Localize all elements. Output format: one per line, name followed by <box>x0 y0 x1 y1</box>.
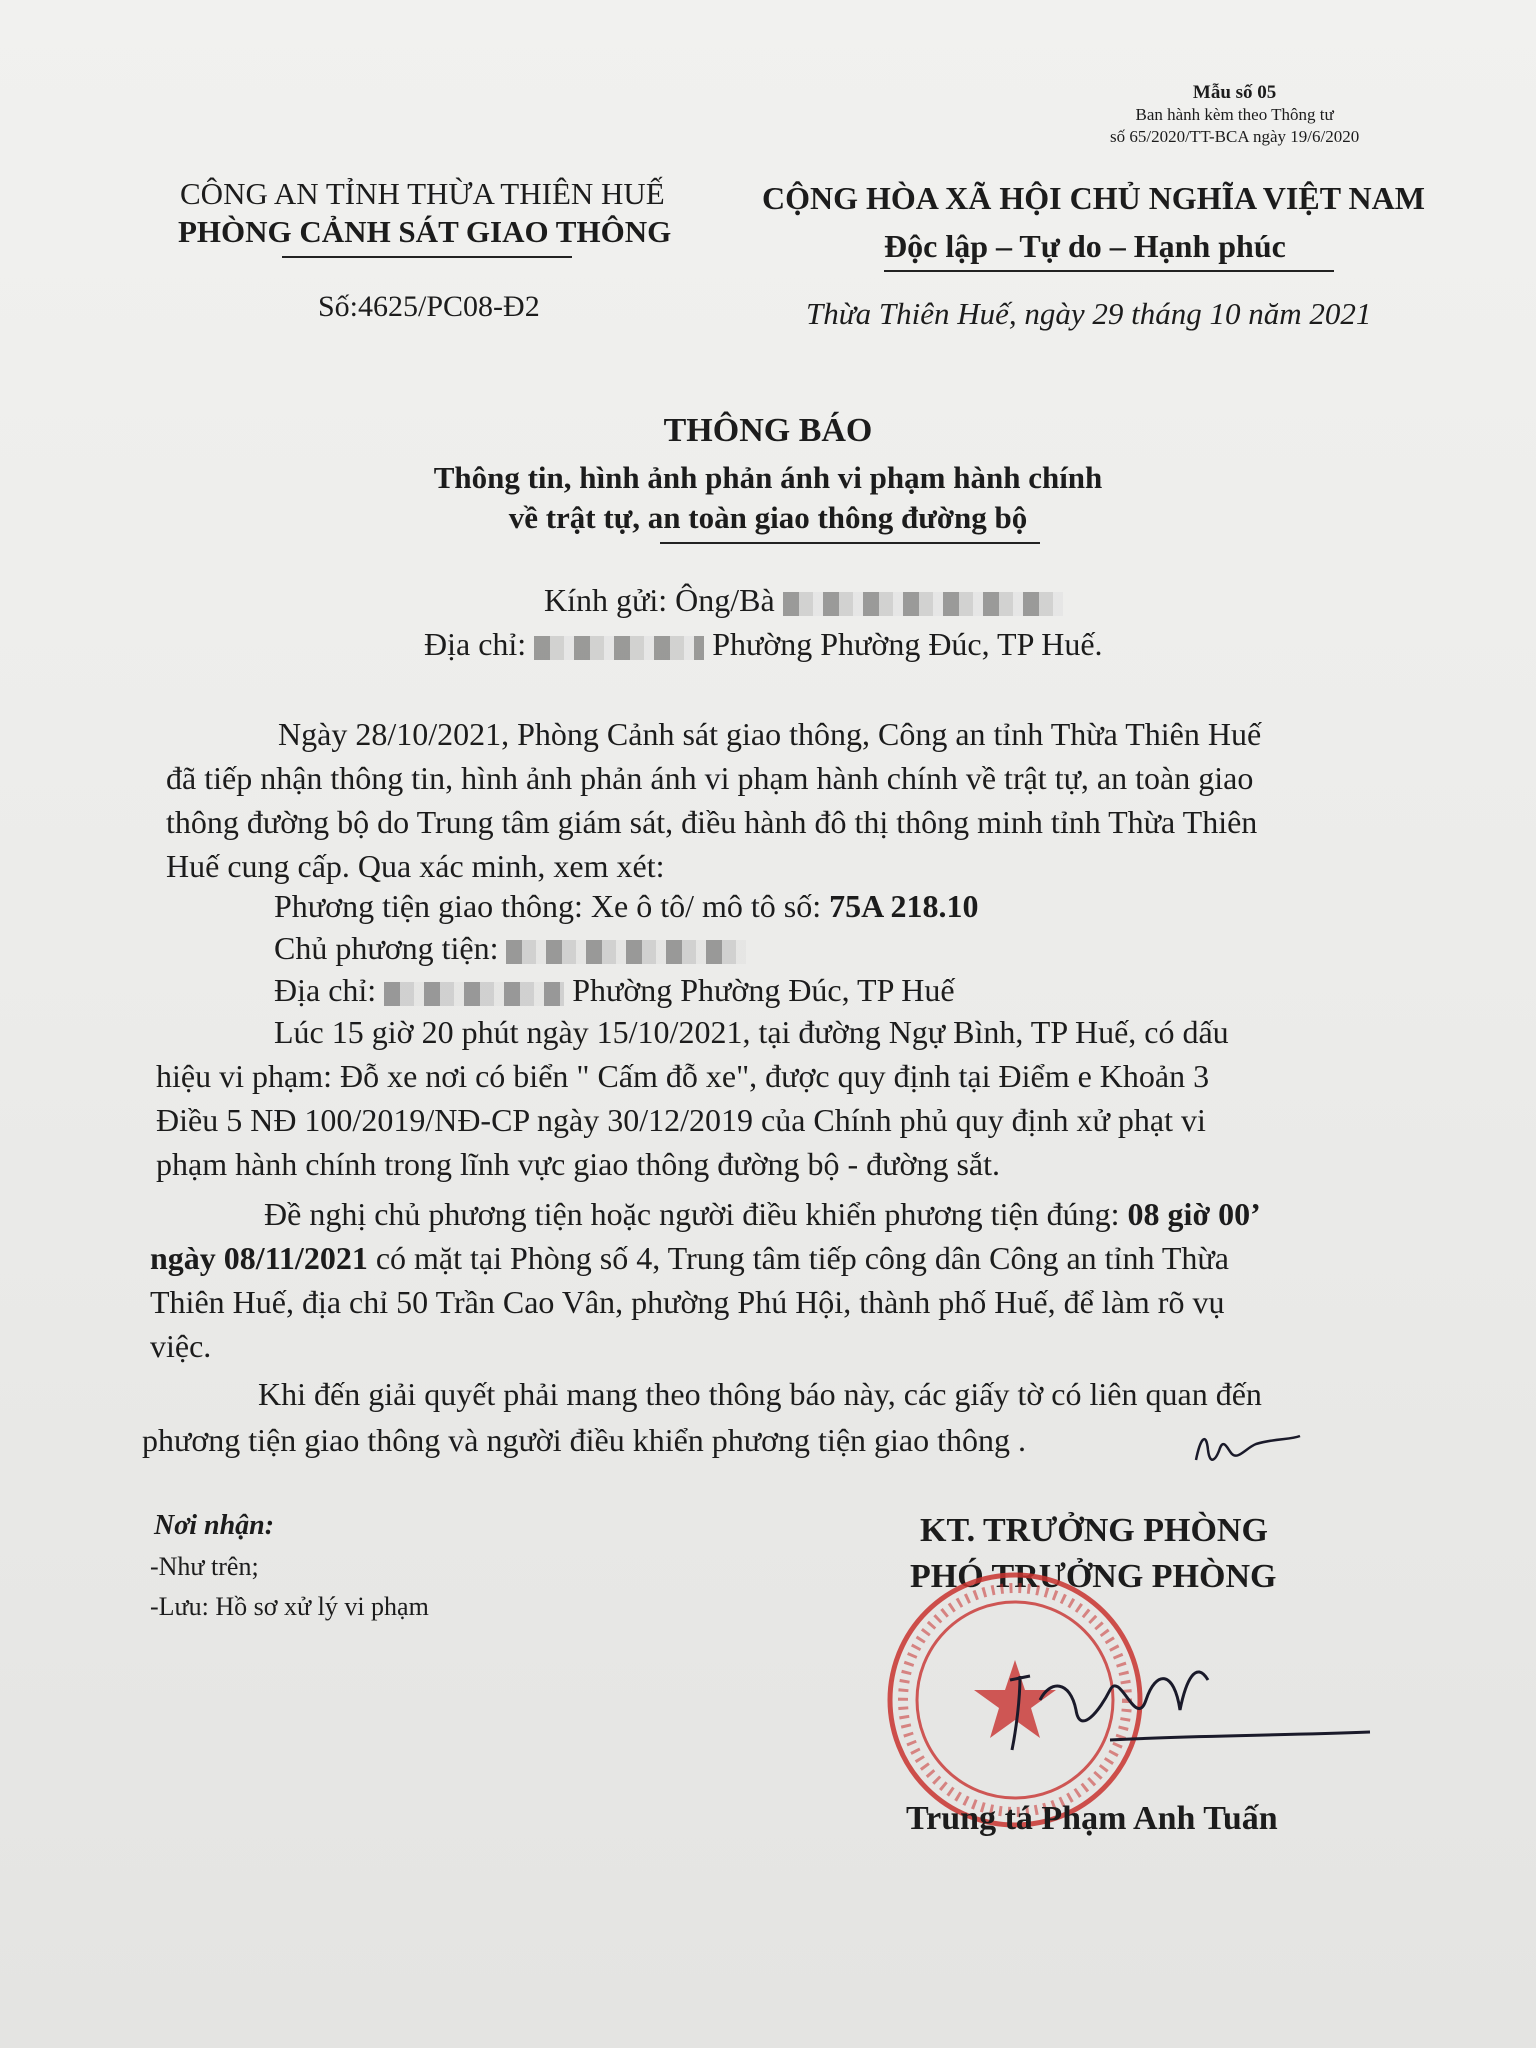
appointment-time: 08 giờ 00’ <box>1127 1196 1261 1232</box>
p3-line1 <box>264 1196 1261 1233</box>
p1-line3: thông đường bộ do Trung tâm giám sát, điều hành đô thị thông minh tỉnh Thừa Thiên <box>166 804 1258 840</box>
form-number: Mẫu số 05 <box>1192 82 1277 103</box>
issuer-underline <box>282 256 572 258</box>
form-ref-line2: số 65/2020/TT-BCA ngày 19/6/2020 <box>1110 127 1360 146</box>
owner-address-visible: Phường Phường Đúc, TP Huế <box>572 972 955 1008</box>
subtitle-underline <box>660 542 1040 544</box>
owner-address-line <box>274 972 955 1009</box>
issuer-org-line2: PHÒNG CẢNH SÁT GIAO THÔNG <box>178 214 672 249</box>
appointment-date: ngày 08/11/2021 <box>150 1240 368 1276</box>
p4-line1: Khi đến giải quyết phải mang theo thông báo này, các giấy tờ có liên quan đến <box>258 1376 1262 1412</box>
p2-line1: Lúc 15 giờ 20 phút ngày 15/10/2021, tại đường Ngự Bình, TP Huế, có dấu <box>274 1014 1229 1050</box>
p2-line4: phạm hành chính trong lĩnh vực giao thông đường bộ - đường sắt. <box>156 1146 1000 1182</box>
redacted-owner-address <box>384 982 564 1006</box>
form-ref-line1: Ban hành kèm theo Thông tư <box>1135 105 1334 124</box>
p4-line2: phương tiện giao thông và người điều khiển phương tiện giao thông . <box>142 1422 1027 1458</box>
form-reference <box>1110 82 1359 148</box>
nation-line1: CỘNG HÒA XÃ HỘI CHỦ NGHĨA VIỆT NAM <box>762 180 1425 216</box>
p1-line4: Huế cung cấp. Qua xác minh, xem xét: <box>166 848 665 884</box>
salutation-line <box>544 582 1063 619</box>
p1-line2: đã tiếp nhận thông tin, hình ảnh phản ánh vi phạm hành chính về trật tự, an toàn giao <box>166 760 1254 796</box>
salutation: Kính gửi: Ông/Bà <box>544 582 775 618</box>
vehicle-label: Phương tiện giao thông: Xe ô tô/ mô tô số: <box>274 888 822 924</box>
p3-line2 <box>150 1240 1229 1277</box>
signer-name: Trung tá Phạm Anh Tuấn <box>906 1800 1278 1837</box>
owner-address-label: Địa chỉ: <box>274 972 377 1008</box>
p3-line1-text: Đề nghị chủ phương tiện hoặc người điều khiển phương tiện đúng: <box>264 1196 1120 1232</box>
address-visible: Phường Phường Đúc, TP Huế. <box>712 626 1103 662</box>
redacted-owner <box>506 940 746 964</box>
owner-line <box>274 930 746 967</box>
recipient-address-line <box>424 626 1103 663</box>
document-subtitle-2: về trật tự, an toàn giao thông đường bộ <box>508 500 1028 535</box>
redacted-name <box>783 592 1063 616</box>
p1-line1: Ngày 28/10/2021, Phòng Cảnh sát giao thông, Công an tỉnh Thừa Thiên Huế <box>278 716 1262 752</box>
recipients-heading: Nơi nhận: <box>154 1510 275 1541</box>
p2-line2: hiệu vi phạm: Đỗ xe nơi có biển " Cấm đỗ xe", được quy định tại Điểm e Khoản 3 <box>156 1058 1210 1094</box>
p2-line3: Điều 5 NĐ 100/2019/NĐ-CP ngày 30/12/2019 của Chính phủ quy định xử phạt vi <box>156 1102 1206 1138</box>
p3-line3: Thiên Huế, địa chỉ 50 Trần Cao Vân, phường Phú Hội, thành phố Huế, để làm rõ vụ <box>150 1284 1225 1320</box>
p3-line4: việc. <box>150 1328 212 1364</box>
place-date: Thừa Thiên Huế, ngày 29 tháng 10 năm 2021 <box>806 296 1372 331</box>
document-title: THÔNG BÁO <box>663 412 873 449</box>
issuer-org-line1: CÔNG AN TỈNH THỪA THIÊN HUẾ <box>180 176 665 211</box>
recipients-item1: -Như trên; <box>150 1552 259 1581</box>
nation-motto: Độc lập – Tự do – Hạnh phúc <box>884 228 1286 264</box>
recipients-item2: -Lưu: Hồ sơ xử lý vi phạm <box>150 1592 429 1621</box>
handwritten-signature-icon <box>960 1640 1380 1770</box>
address-label: Địa chỉ: <box>424 626 527 662</box>
motto-underline <box>884 270 1334 272</box>
p3-line2-text: có mặt tại Phòng số 4, Trung tâm tiếp công dân Công an tỉnh Thừa <box>375 1240 1229 1276</box>
initial-signature-icon <box>1186 1420 1306 1480</box>
owner-label: Chủ phương tiện: <box>274 930 499 966</box>
vehicle-plate: 75A 218.10 <box>829 888 979 924</box>
signature-line2: PHÓ TRƯỞNG PHÒNG <box>910 1558 1277 1595</box>
document-subtitle-1: Thông tin, hình ảnh phản ánh vi phạm hành chính <box>433 460 1103 495</box>
redacted-address <box>534 636 704 660</box>
document-number: Số:4625/PC08-Đ2 <box>318 290 540 323</box>
vehicle-line <box>274 888 978 925</box>
signature-line1: KT. TRƯỞNG PHÒNG <box>920 1512 1268 1549</box>
